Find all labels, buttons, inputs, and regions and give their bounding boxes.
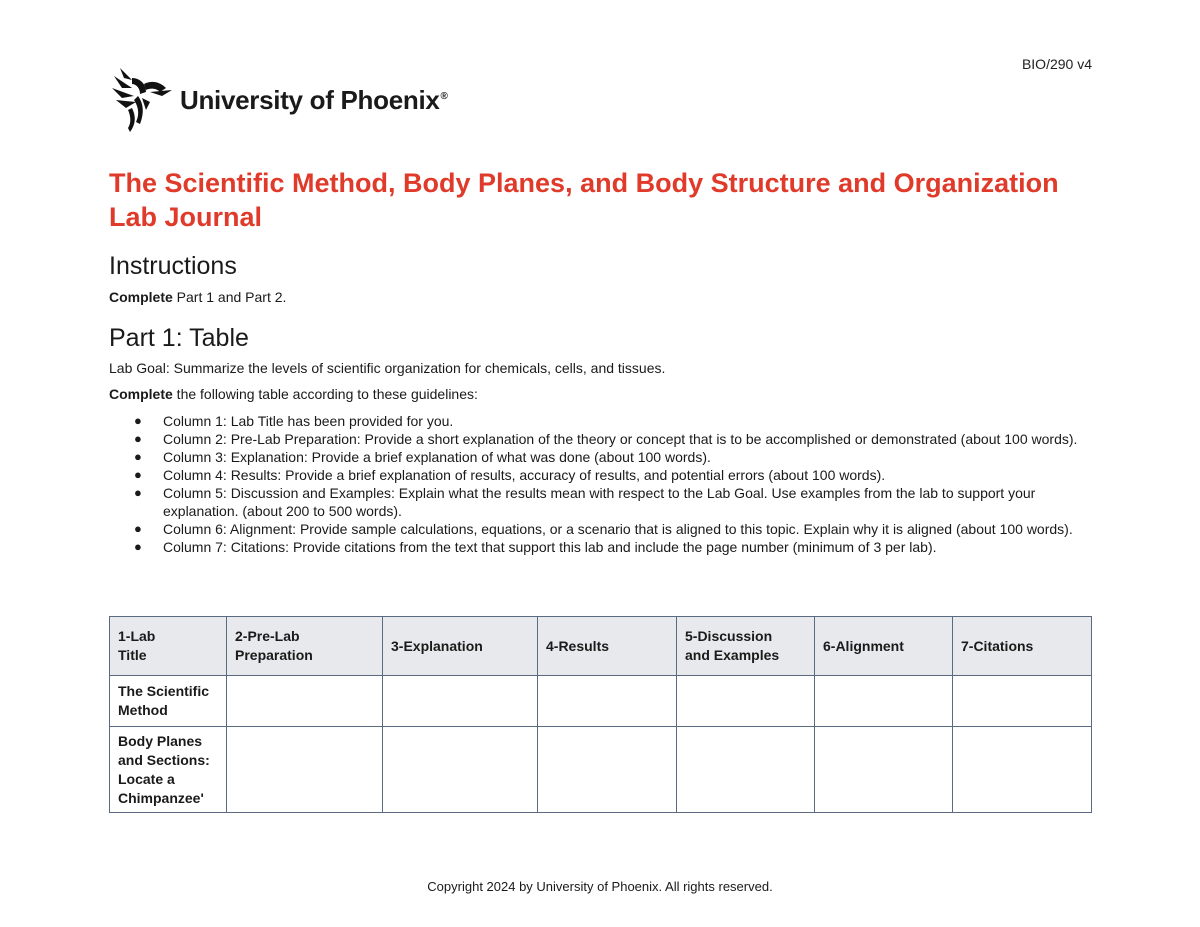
- table-cell[interactable]: [953, 727, 1092, 813]
- guideline-item: [109, 520, 1084, 538]
- guideline-item: [109, 448, 1084, 466]
- complete2-rest: the following table according to these guidelines:: [172, 386, 478, 402]
- col-header-explanation: 3-Explanation: [383, 617, 538, 676]
- bullet-dot-icon: ●: [134, 485, 142, 500]
- bullet-dot-icon: ●: [134, 467, 142, 482]
- complete-rest: Part 1 and Part 2.: [172, 289, 287, 305]
- col-header-alignment: 6-Alignment: [815, 617, 953, 676]
- part1-heading: Part 1: Table: [109, 324, 249, 352]
- col-header-results: 4-Results: [538, 617, 677, 676]
- bullet-dot-icon: ●: [134, 521, 142, 536]
- complete-bold: Complete: [109, 289, 173, 305]
- table-cell[interactable]: [815, 727, 953, 813]
- guideline-text: Column 5: Discussion and Examples: Explain what the results mean with respect to the Lab Goal. Use examples from the lab to support your explanation. (about 200 to 500 words).: [163, 485, 1036, 519]
- table-cell[interactable]: [538, 676, 677, 727]
- bullet-dot-icon: ●: [134, 449, 142, 464]
- bullet-dot-icon: ●: [134, 413, 142, 428]
- table-cell[interactable]: [677, 676, 815, 727]
- guideline-text: Column 7: Citations: Provide citations from the text that support this lab and include the page number (minimum of 3 per lab).: [163, 539, 937, 555]
- table-cell[interactable]: [383, 727, 538, 813]
- table-cell[interactable]: [538, 727, 677, 813]
- complete2-bold: Complete: [109, 386, 173, 402]
- lab-journal-table: [109, 616, 1092, 813]
- course-code: BIO/290 v4: [1021, 56, 1092, 72]
- guideline-item: [109, 484, 1084, 520]
- table-cell[interactable]: [227, 727, 383, 813]
- table-cell[interactable]: [383, 676, 538, 727]
- guideline-text: Column 6: Alignment: Provide sample calculations, equations, or a scenario that is aligned to this topic. Explain why it is aligned (about 100 words).: [163, 521, 1073, 537]
- table-cell[interactable]: [953, 676, 1092, 727]
- guideline-item: [109, 466, 1084, 484]
- copyright-footer: Copyright 2024 by University of Phoenix. All rights reserved.: [427, 879, 773, 894]
- table-row: [110, 676, 1092, 727]
- registered-mark: ®: [440, 90, 448, 102]
- guideline-text: Column 1: Lab Title has been provided for you.: [163, 413, 454, 429]
- table-row: [110, 727, 1092, 813]
- lab-title-cell: The Scientific Method: [110, 676, 227, 727]
- university-logo: [110, 64, 448, 136]
- logo-text: University of Phoenix: [180, 84, 440, 115]
- col-header-pre-lab: 2-Pre-Lab Preparation: [227, 617, 383, 676]
- lab-goal: Lab Goal: Summarize the levels of scientific organization for chemicals, cells, and tissues.: [109, 360, 666, 376]
- document-title: The Scientific Method, Body Planes, and Body Structure and Organization Lab Journal: [109, 168, 1059, 232]
- guideline-item: [109, 538, 1084, 556]
- table-cell[interactable]: [815, 676, 953, 727]
- table-header-row: [110, 617, 1092, 676]
- guideline-text: Column 2: Pre-Lab Preparation: Provide a short explanation of the theory or concept that is to be accomplished or demonstrated (about 100 words).: [163, 431, 1078, 447]
- instructions-heading: Instructions: [109, 252, 237, 280]
- col-header-citations: 7-Citations: [953, 617, 1092, 676]
- phoenix-bird-icon: [110, 64, 174, 136]
- guideline-text: Column 3: Explanation: Provide a brief explanation of what was done (about 100 words).: [163, 449, 711, 465]
- col-header-discussion: 5-Discussion and Examples: [677, 617, 815, 676]
- col-header-lab-title: 1-Lab Title: [110, 617, 227, 676]
- table-guidelines-intro: [109, 386, 478, 402]
- bullet-dot-icon: ●: [134, 431, 142, 446]
- guidelines-list: [109, 412, 1084, 556]
- lab-title-cell: Body Planes and Sections: Locate a Chimpanzee': [110, 727, 227, 813]
- guideline-item: [109, 412, 1084, 430]
- bullet-dot-icon: ●: [134, 539, 142, 554]
- table-cell[interactable]: [677, 727, 815, 813]
- instructions-text: [109, 289, 286, 305]
- table-cell[interactable]: [227, 676, 383, 727]
- guideline-item: [109, 430, 1084, 448]
- logo-wordmark: [180, 85, 448, 116]
- guideline-text: Column 4: Results: Provide a brief explanation of results, accuracy of results, and potential errors (about 100 words).: [163, 467, 886, 483]
